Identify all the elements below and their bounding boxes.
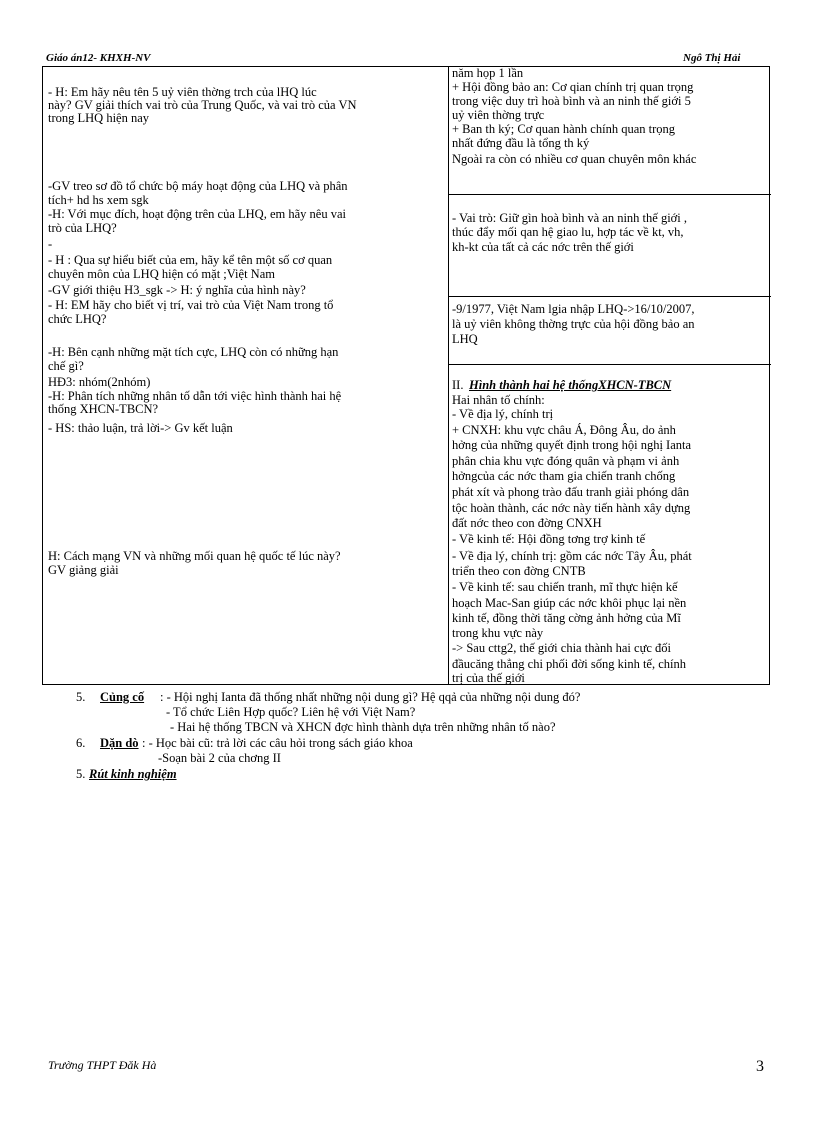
right-text: Hai nhân tố chính:	[452, 393, 545, 407]
right-text: + Ban th ký; Cơ quan hành chính quan trọng	[452, 122, 676, 136]
header-right: Ngô Thị Hải	[683, 52, 741, 64]
right-text: đầucăng thẳng chi phối đời sống kinh tế, chính	[452, 657, 686, 671]
page-number: 3	[756, 1058, 764, 1075]
right-text: + CNXH: khu vực châu Á, Đông Âu, do ảnh	[452, 423, 676, 437]
item-text: : - Hội nghị Ianta đã thống nhất những nội dung gì? Hệ qqả của những nội dung đó?	[160, 690, 581, 704]
section-number: II.	[452, 378, 464, 392]
item-number: 5.	[76, 767, 86, 781]
right-text: - Về kinh tế: sau chiến tranh, mĩ thực hiện kế	[452, 580, 678, 594]
item-text: -Soạn bài 2 của chơng II	[158, 751, 281, 765]
right-text: hoạch Mac-San giúp các nớc khôi phục lại nền	[452, 596, 687, 610]
left-text: trong LHQ hiện nay	[48, 111, 150, 125]
right-text: - Về địa lý, chính trị	[452, 407, 554, 421]
left-text: -H: Bên cạnh những mặt tích cực, LHQ còn có những hạn	[48, 345, 339, 359]
section-heading: Hình thành hai hệ thốngXHCN-TBCN	[469, 378, 672, 392]
right-text: trị của thế giới	[452, 672, 525, 684]
right-text: tộc hoàn thành, các nớc này tiến hành xây dựng	[452, 501, 691, 515]
right-text: hởng của những quyết định trong hội nghị Ianta	[452, 438, 692, 452]
item-label: Củng cố	[100, 690, 145, 704]
left-text: chuyên môn của LHQ hiện có mặt ;Việt Nam	[48, 267, 275, 281]
left-text: tích+ hd hs xem sgk	[48, 193, 149, 207]
lesson-table	[42, 66, 770, 685]
right-text: -> Sau cttg2, thế giới chia thành hai cực đối	[452, 641, 671, 655]
right-text: nhất đứng đầu là tổng th ký	[452, 136, 590, 150]
left-text: H: Cách mạng VN và những mối quan hệ quốc tế lúc này?	[48, 549, 341, 563]
left-text: chức LHQ?	[48, 312, 107, 326]
row-divider	[448, 194, 771, 195]
left-text: trò của LHQ?	[48, 221, 117, 235]
left-text: - H : Qua sự hiểu biết của em, hãy kể tên một số cơ quan	[48, 253, 333, 267]
item-number: 5.	[76, 690, 86, 704]
left-text: -	[48, 237, 53, 251]
left-text: HĐ3: nhóm(2nhóm)	[48, 375, 151, 389]
item-label: Rút kinh nghiệm	[89, 767, 177, 781]
left-text: - H: Em hãy nêu tên 5 uỷ viên thờng trch của lHQ lúc	[48, 85, 317, 99]
item-number: 6.	[76, 736, 86, 750]
right-text: - Về kinh tế: Hội đồng tơng trợ kinh tế	[452, 532, 646, 546]
right-text: trong khu vực này	[452, 626, 544, 640]
right-text: đất nớc theo con đờng CNXH	[452, 516, 602, 530]
right-text: kh-kt của tất cả các nớc trên thế giới	[452, 240, 634, 254]
right-text: - Vai trò: Giữ gìn hoà bình và an ninh thế giới ,	[452, 211, 687, 225]
right-text: là uỷ viên không thờng trực của hội đồng bảo an	[452, 317, 695, 331]
item-label: Dặn dò	[100, 736, 139, 750]
right-text: thúc đẩy mối qan hệ giao lu, hợp tác về kt, vh,	[452, 225, 684, 239]
right-text: kinh tế, đồng thời tăng cờng ảnh hởng của Mĩ	[452, 611, 681, 625]
item-text: : - Học bài cũ: trả lời các câu hỏi trong sách giáo khoa	[142, 736, 413, 750]
left-text: - HS: thảo luận, trả lời-> Gv kết luận	[48, 421, 233, 435]
right-text: năm họp 1 lần	[452, 66, 524, 80]
left-text: -GV treo sơ đồ tổ chức bộ máy hoạt động của LHQ và phân	[48, 179, 348, 193]
item-text: - Hai hệ thống TBCN và XHCN đợc hình thành dựa trên những nhân tố nào?	[170, 720, 556, 734]
column-divider	[448, 66, 449, 685]
left-text: thống XHCN-TBCN?	[48, 402, 159, 416]
right-text: Ngoài ra còn có nhiều cơ quan chuyên môn khác	[452, 152, 697, 166]
right-text: + Hội đồng bảo an: Cơ qian chính trị quan trọng	[452, 80, 694, 94]
left-text: chế gì?	[48, 359, 84, 373]
row-divider	[448, 296, 771, 297]
right-text: phân chia khu vực đóng quân và phạm vi ảnh	[452, 454, 680, 468]
row-divider	[448, 364, 771, 365]
left-text: GV giảng giải	[48, 563, 119, 577]
left-text: -GV giới thiệu H3_sgk -> H: ý nghĩa của hình này?	[48, 283, 306, 297]
item-text: - Tổ chức Liên Hợp quốc? Liên hệ với Việt Nam?	[166, 705, 416, 719]
left-text: -H: Phân tích những nhân tố dẫn tới việc hình thành hai hệ	[48, 389, 342, 403]
left-text: - H: EM hãy cho biết vị trí, vai trò của Việt Nam trong tổ	[48, 298, 334, 312]
school-name: Trường THPT Đăk Hà	[48, 1058, 157, 1072]
right-text: uỷ viên thờng trực	[452, 108, 545, 122]
right-text: hởngcủa các nớc tham gia chiến tranh chống	[452, 469, 676, 483]
right-text: -9/1977, Việt Nam lgia nhập LHQ->16/10/2007,	[452, 302, 695, 316]
right-text: phát xít và phong trào đấu tranh giải phóng dân	[452, 485, 690, 499]
right-text: trong việc duy trì hoà bình và an ninh thế giới 5	[452, 94, 691, 108]
header-left: Giáo án12- KHXH-NV	[46, 52, 151, 64]
right-text: triển theo con đờng CNTB	[452, 564, 586, 578]
left-text: này? GV giải thích vai trò của Trung Quốc, và vai trò của VN	[48, 98, 357, 112]
left-text: -H: Với mục đích, hoạt động trên của LHQ, em hãy nêu vai	[48, 207, 346, 221]
right-text: - Về địa lý, chính trị: gồm các nớc Tây Âu, phát	[452, 549, 692, 563]
right-text: LHQ	[452, 332, 478, 346]
